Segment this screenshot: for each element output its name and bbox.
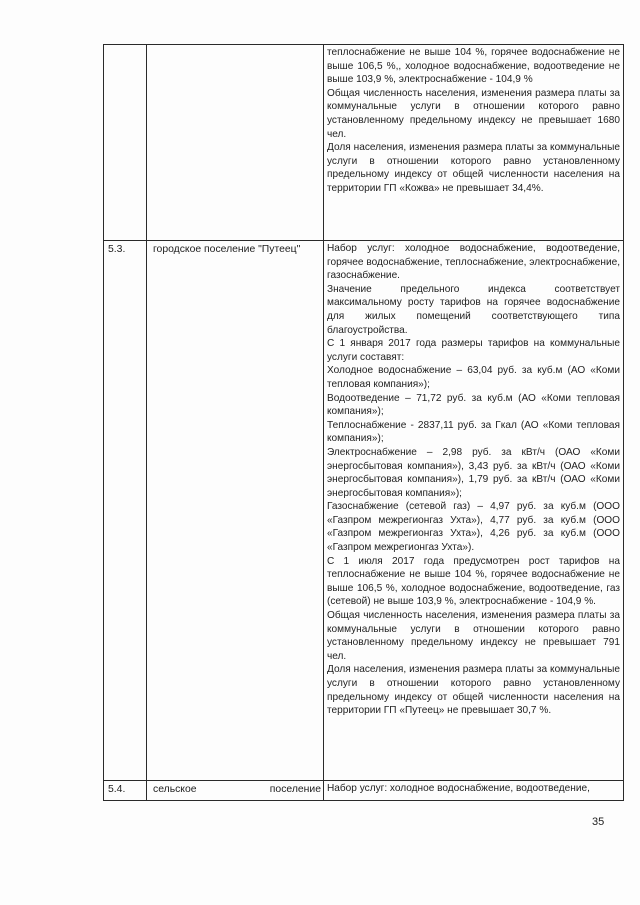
paragraph: Электроснабжение – 2,98 руб. за кВт/ч (ОАО «Коми энергосбытовая компания»), 3,43 руб. за кВт/ч (ОАО «Коми энергосбытовая компания»), 1,79 руб. за кВт/ч (ОАО «Коми энергосбытовая компания»); [327, 446, 620, 499]
row-number: 5.4. [104, 781, 147, 801]
paragraph: Водоотведение – 71,72 руб. за куб.м (АО «Коми тепловая компания»); [327, 392, 620, 418]
row-description [324, 781, 624, 801]
paragraph: Значение предельного индекса соответствует максимальному росту тарифов на горячее водоснабжение для жилых помещений соответствующего типа благоустройства. [327, 283, 620, 336]
paragraph: Набор услуг: холодное водоснабжение, водоотведение, горячее водоснабжение, теплоснабжение, электроснабжение, газоснабжение. [327, 243, 620, 282]
table-row [104, 781, 624, 801]
tariff-table [103, 44, 624, 801]
paragraph: С 1 января 2017 года размеры тарифов на коммунальные услуги составят: [327, 338, 620, 363]
paragraph: Общая численность населения, изменения размера платы за коммунальные услуги в отношении которого равно установленному предельному индексу не превышает 791 чел. [327, 610, 620, 662]
row-description [324, 45, 624, 241]
paragraph: Теплоснабжение - 2837,11 руб. за Гкал (АО «Коми тепловая компания»); [327, 419, 620, 445]
paragraph: теплоснабжение не выше 104 %, горячее водоснабжение не выше 106,5 %,, холодное водоснабжение, водоотведение не выше 103,9 %, электроснабжение - 104,9 % [327, 47, 620, 86]
paragraph: Доля населения, изменения размера платы за коммунальные услуги в отношении которого равно установленному предельному индексу от общей численности населения на территории ГП «Путеец» не превышает 30,7 %. [327, 664, 620, 717]
table-row [104, 45, 624, 241]
paragraph: Холодное водоснабжение – 63,04 руб. за куб.м (АО «Коми тепловая компания»); [327, 365, 620, 390]
paragraph: Доля населения, изменения размера платы за коммунальные услуги в отношении которого равно установленному предельному индексу от общей численности населения на территории ГП «Кожва» не превышает 34,4%. [327, 142, 620, 194]
paragraph: Набор услуг: холодное водоснабжение, водоотведение, [327, 783, 590, 794]
paragraph: Общая численность населения, изменения размера платы за коммунальные услуги в отношении которого равно установленному предельному индексу не превышает 1680 чел. [327, 87, 620, 140]
row-description [324, 241, 624, 781]
row-number: 5.3. [104, 241, 147, 781]
paragraph: Газоснабжение (сетевой газ) – 4,97 руб. за куб.м (ООО «Газпром межрегионгаз Ухта»), 4,77 руб. за куб.м (ООО «Газпром межрегионгаз Ухта»), 4,26 руб. за куб.м (ООО «Газпром межрегионгаз Ухта»). [327, 501, 620, 554]
table-row [104, 241, 624, 781]
page-number: 35 [592, 816, 605, 828]
settlement-name [147, 45, 324, 241]
row-number [104, 45, 147, 241]
settlement-name: сельское поселение [147, 781, 324, 801]
paragraph: С 1 июля 2017 года предусмотрен рост тарифов на теплоснабжение не выше 104 %, горячее водоснабжение не выше 106,5 %, холодное водоснабжение, водоотведение, газ (сетевой) не выше 103,9 %, электроснабжение - 104,9 %. [327, 555, 620, 608]
settlement-name: городское поселение "Путеец" [147, 241, 324, 781]
